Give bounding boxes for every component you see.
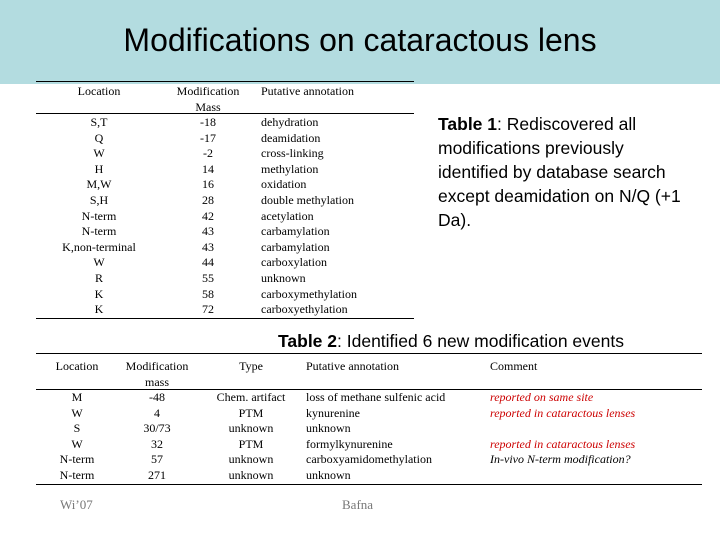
table2-location-column (40, 390, 114, 484)
table1-cell-mass: -18 (200, 115, 216, 129)
table1-cell-location: N-term (81, 224, 117, 239)
table1-cell-location: S,T (90, 115, 108, 129)
table1-cell-location: H (94, 161, 104, 176)
table1-cell-annotation: double methylation (261, 192, 354, 207)
table2-cell-comment (490, 421, 700, 437)
table1-cell-location: K,non-terminal (62, 239, 136, 254)
table1-cell-mass: 42 (202, 208, 214, 223)
table1-cell-mass: 14 (202, 161, 214, 176)
table1-cell-annotation: carboxyethylation (261, 302, 348, 317)
table2-cell-type: unknown (228, 452, 274, 467)
table2-cell-location: S (73, 421, 81, 436)
table2-header-modification: Modification mass (125, 359, 189, 389)
table1-cell-annotation: dehydration (261, 115, 319, 129)
table1-cell-annotation: acetylation (261, 208, 314, 223)
table1-cell-mass: -2 (203, 146, 213, 161)
table2-cell-annotation: carboxyamidomethylation (306, 452, 432, 467)
table2-caption: Table 2: Identified 6 new modification events (278, 331, 624, 351)
table1-cell-mass: 72 (202, 302, 214, 317)
table1-header-annotation: Putative annotation (261, 84, 354, 98)
table1-cell-location: M,W (86, 177, 112, 192)
table1-cell-annotation: carboxymethylation (261, 286, 357, 301)
table1-cell-location: K (94, 286, 104, 301)
table2-cell-type: PTM (238, 405, 264, 420)
table2-annotation-column (306, 390, 486, 484)
table1-annotation-column (261, 115, 411, 318)
table1-cell-annotation: unknown (261, 270, 306, 285)
table1-mass-column (158, 115, 258, 318)
table2-cell-mass: 57 (151, 452, 163, 467)
table2-header-location: Location (55, 359, 99, 373)
table2-top-rule (36, 353, 702, 354)
slide-title: Modifications on cataractous lens (123, 22, 597, 58)
table2-cell-mass: 271 (148, 467, 166, 482)
table2-cell-mass: 32 (151, 436, 163, 451)
table1-cell-annotation: carboxylation (261, 255, 327, 270)
table2-cell-comment: reported on same site (490, 390, 594, 404)
table1-cell-annotation: methylation (261, 161, 319, 176)
table1-cell-annotation: deamidation (261, 130, 321, 145)
table1-cell-mass: 16 (202, 177, 214, 192)
table2-cell-annotation: loss of methane sulfenic acid (306, 390, 446, 404)
table1-cell-annotation: oxidation (261, 177, 307, 192)
table2-cell-annotation: unknown (306, 467, 351, 482)
table2-cell-comment: reported in cataractous lenses (490, 405, 636, 420)
table2-cell-type: unknown (228, 421, 274, 436)
table1-cell-mass: 43 (202, 224, 214, 239)
table1-cell-mass: 55 (202, 270, 214, 285)
table2-cell-annotation: formylkynurenine (306, 436, 393, 451)
table1-cell-annotation: cross-linking (261, 146, 324, 161)
table1-cell-location: W (93, 255, 105, 270)
footer-left: Wi’07 (60, 497, 93, 512)
table2-cell-annotation: kynurenine (306, 405, 360, 420)
table2-cell-comment (490, 468, 700, 484)
table2-cell-mass: -48 (149, 390, 165, 404)
footer-center: Bafna (342, 497, 374, 512)
table2-cell-location: W (71, 405, 83, 420)
table2-cell-comment: reported in cataractous lenses (490, 436, 636, 451)
table2-bottom-rule (36, 484, 702, 485)
table1-top-rule (36, 81, 414, 82)
table2-cell-location: M (71, 390, 83, 404)
table1-cell-mass: -17 (200, 130, 216, 145)
table1-bottom-rule (36, 318, 414, 319)
table2-cell-type: PTM (238, 436, 264, 451)
table1-cell-mass: 58 (202, 286, 214, 301)
table1-cell-mass: 44 (202, 255, 214, 270)
table2-header-annotation: Putative annotation (306, 359, 399, 373)
table2-cell-location: N-term (59, 452, 95, 467)
table2-cell-mass: 4 (154, 405, 160, 420)
table2-cell-location: W (71, 436, 83, 451)
table2-mass-column (112, 390, 202, 484)
table1-cell-location: W (93, 146, 105, 161)
table1-cell-annotation: carbamylation (261, 239, 330, 254)
table1-header-location: Location (77, 84, 121, 98)
table1-caption: Table 1: Rediscovered all modifications previously identified by database search except deamidation on N/Q (+1 Da). (438, 114, 681, 230)
table1-cell-location: K (94, 302, 104, 317)
table2-header-comment: Comment (490, 359, 538, 373)
table2-cell-type: unknown (228, 467, 274, 482)
table1-cell-location: Q (94, 130, 104, 145)
table1-cell-mass: 28 (202, 192, 214, 207)
table2-cell-type: Chem. artifact (216, 390, 286, 404)
table1-cell-location: R (94, 270, 103, 285)
table2-cell-annotation: unknown (306, 421, 351, 436)
table2-cell-mass: 30/73 (143, 421, 171, 436)
table1-cell-location: S,H (89, 192, 109, 207)
table2-cell-location: N-term (59, 467, 95, 482)
table2-comment-column (490, 390, 700, 484)
table1-cell-location: N-term (81, 208, 117, 223)
table1-cell-mass: 43 (202, 239, 214, 254)
table1-header-modification: Modification Mass (176, 84, 240, 114)
table1-location-column (44, 115, 154, 318)
table2-type-column (200, 390, 302, 484)
table1-cell-annotation: carbamylation (261, 224, 330, 239)
table2-cell-comment: In-vivo N-term modification? (490, 452, 631, 467)
table2-header-type: Type (239, 359, 263, 373)
